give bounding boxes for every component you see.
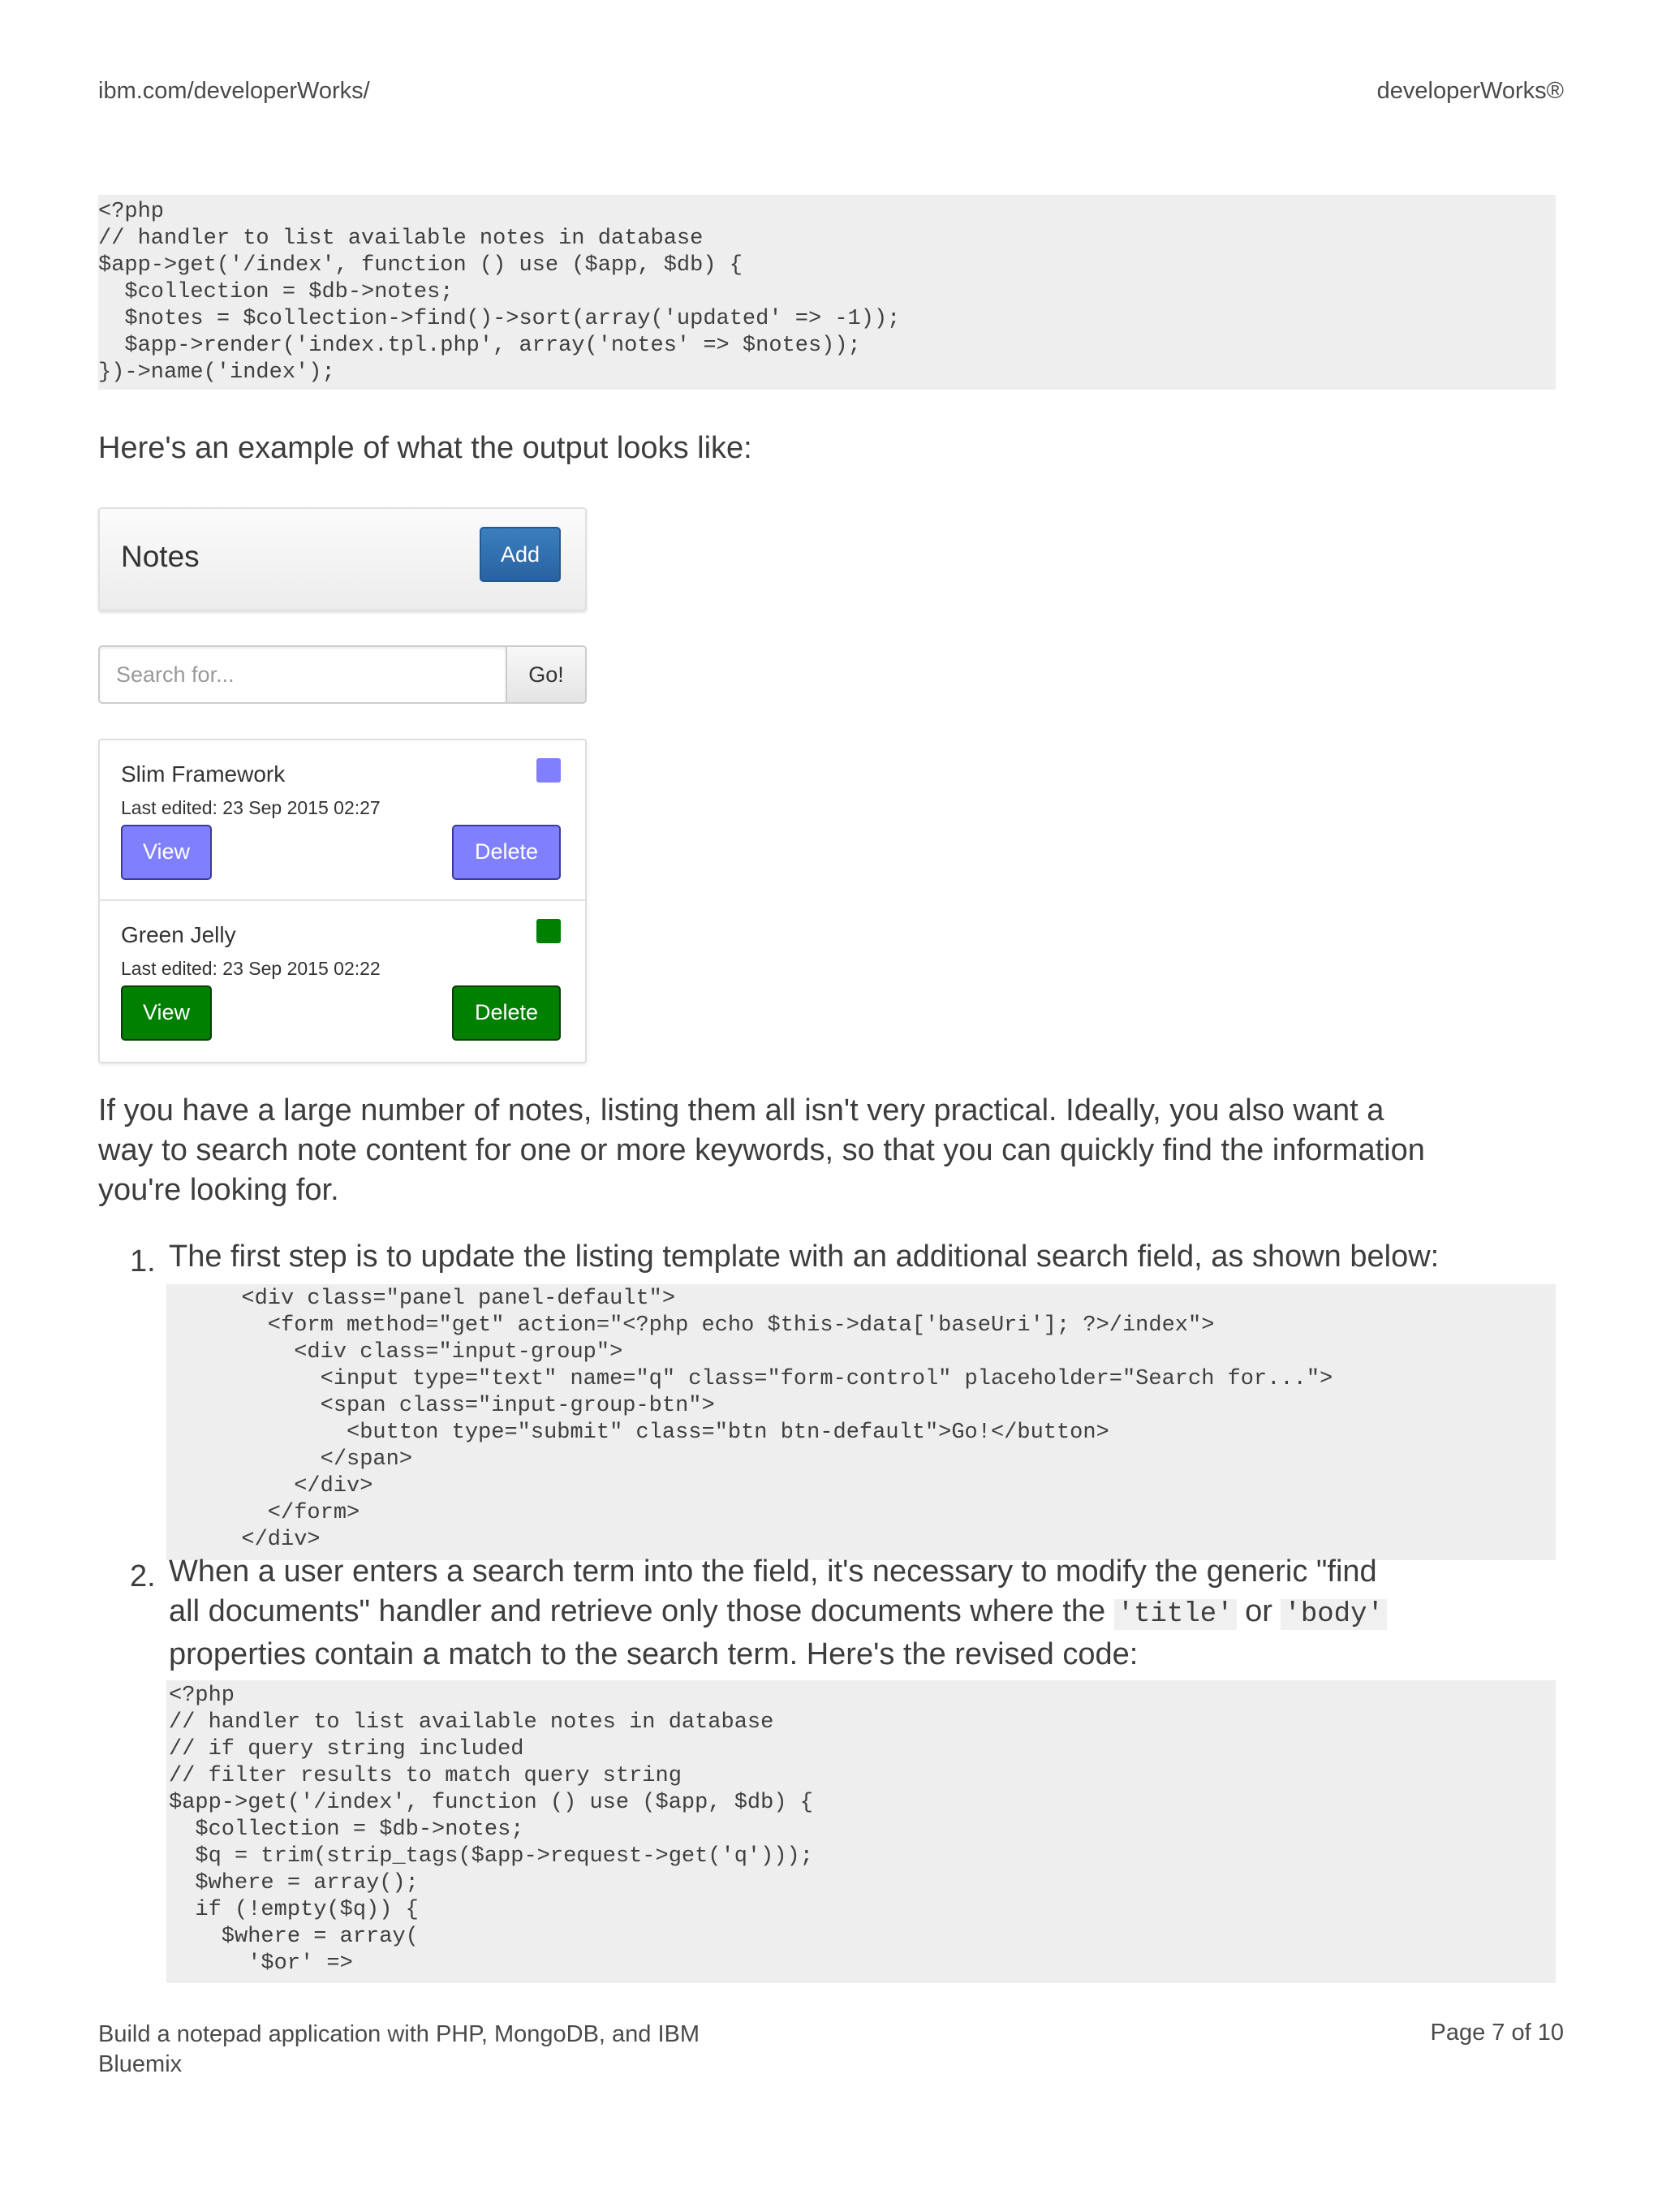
body-paragraph [98, 1091, 1559, 1210]
paragraph-line: way to search note content for one or more keywords, so that you can quickly find the information [98, 1133, 1425, 1167]
notes-app-screenshot [98, 507, 587, 1067]
code-line: </div> [215, 1474, 373, 1498]
footer-document-title [98, 2020, 829, 2080]
code-line: $notes = $collection->find()->sort(array('updated' => -1)); [98, 307, 901, 331]
step-line-part: all documents" handler and retrieve only those documents where the [169, 1594, 1114, 1628]
code-line: <?php [98, 200, 165, 224]
code-line: <button type="submit" class="btn btn-default">Go!</button> [215, 1421, 1109, 1445]
delete-note-button[interactable]: Delete [452, 825, 561, 880]
code-line: })->name('index'); [98, 360, 335, 385]
note-item-slim-framework [100, 740, 585, 899]
code-line: $app->get('/index', function () use ($app, $db) { [98, 253, 743, 278]
header-site-url: ibm.com/developerWorks/ [98, 78, 370, 104]
step-text [169, 1552, 1565, 1675]
code-line: // if query string included [169, 1737, 524, 1761]
step-text [169, 1237, 1565, 1277]
delete-note-button[interactable]: Delete [452, 985, 561, 1041]
search-group [98, 645, 587, 704]
code-block-index-handler [98, 195, 1556, 390]
code-line: $collection = $db->notes; [98, 280, 454, 304]
search-input[interactable] [98, 645, 506, 704]
code-line: $q = trim(strip_tags($app->request->get('q'))); [169, 1844, 813, 1869]
code-line: $app->get('/index', function () use ($app, $db) { [169, 1791, 813, 1815]
intro-line: Here's an example of what the output looks like: [98, 431, 752, 465]
code-line: $app->render('index.tpl.php', array('notes' => $notes)); [98, 334, 861, 358]
paragraph-line: If you have a large number of notes, listing them all isn't very practical. Ideally, you also want a [98, 1093, 1384, 1128]
step-line: The first step is to update the listing template with an additional search field, as shown below: [169, 1240, 1440, 1274]
inline-code-title: 'title' [1114, 1599, 1237, 1630]
step-line: properties contain a match to the search term. Here's the revised code: [169, 1637, 1139, 1671]
code-line: <div class="input-group"> [215, 1340, 623, 1365]
search-go-button[interactable]: Go! [506, 645, 587, 704]
header-brand: developerWorks® [1376, 78, 1564, 104]
code-line: if (!empty($q)) { [169, 1898, 419, 1922]
intro-text [98, 429, 1559, 468]
note-last-edited: Last edited: 23 Sep 2015 02:22 [121, 958, 381, 979]
step-number: 2. [130, 1559, 156, 1593]
notes-panel-title: Notes [121, 540, 200, 573]
footer-title-line: Build a notepad application with PHP, MongoDB, and IBM [98, 2021, 700, 2047]
code-line: <form method="get" action="<?php echo $this->data['baseUri']; ?>/index"> [215, 1313, 1215, 1338]
note-item-green-jelly [100, 899, 585, 1060]
view-note-button[interactable]: View [121, 825, 212, 880]
code-line: $collection = $db->notes; [169, 1817, 524, 1842]
step-number: 1. [130, 1244, 156, 1278]
step-line-part: or [1236, 1594, 1281, 1628]
note-last-edited: Last edited: 23 Sep 2015 02:27 [121, 797, 381, 818]
code-line: '$or' => [169, 1951, 353, 1976]
paragraph-line: you're looking for. [98, 1173, 339, 1207]
code-line: </span> [215, 1447, 413, 1472]
code-line: // handler to list available notes in database [98, 226, 704, 251]
note-title[interactable]: Green Jelly [121, 922, 236, 947]
code-line: </div> [215, 1528, 321, 1552]
step-line: When a user enters a search term into the field, it's necessary to modify the generic "find [169, 1554, 1377, 1589]
code-line: </form> [215, 1501, 360, 1525]
code-line: <span class="input-group-btn"> [215, 1394, 715, 1418]
code-line: // filter results to match query string [169, 1764, 682, 1788]
notes-list [98, 739, 587, 1063]
notes-header-panel [98, 507, 587, 611]
code-block-search-template [166, 1284, 1556, 1560]
code-line: <?php [169, 1684, 235, 1708]
note-color-swatch [536, 758, 561, 783]
inline-code-body: 'body' [1281, 1599, 1386, 1630]
view-note-button[interactable]: View [121, 985, 212, 1041]
code-line: <input type="text" name="q" class="form-control" placeholder="Search for..."> [215, 1367, 1333, 1391]
code-line: $where = array( [169, 1925, 419, 1949]
step-line [169, 1592, 1565, 1635]
code-line: // handler to list available notes in database [169, 1710, 774, 1735]
code-block-revised-handler [166, 1680, 1556, 1983]
code-line: $where = array(); [169, 1871, 419, 1895]
footer-title-line: Bluemix [98, 2051, 183, 2077]
note-color-swatch [536, 919, 561, 943]
footer-page-number: Page 7 of 10 [1430, 2020, 1564, 2046]
note-title[interactable]: Slim Framework [121, 761, 286, 787]
code-line: <div class="panel panel-default"> [215, 1287, 676, 1311]
add-note-button[interactable]: Add [480, 527, 561, 582]
